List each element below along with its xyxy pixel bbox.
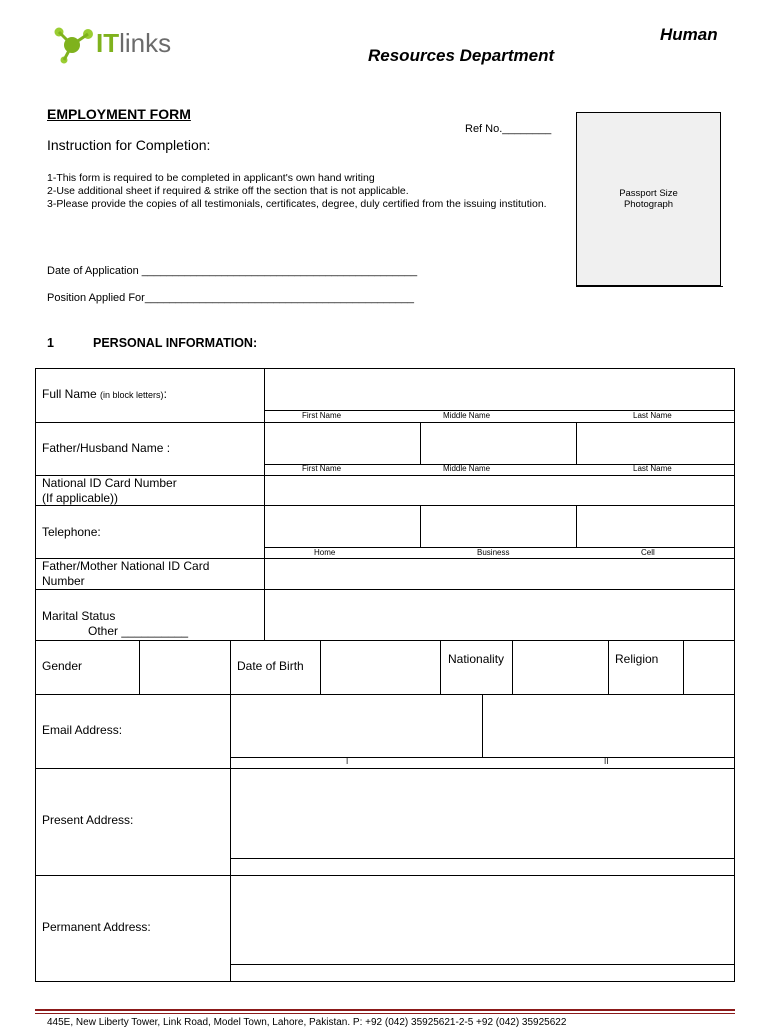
middle-name-caption: Middle Name — [443, 464, 491, 473]
section-title: PERSONAL INFORMATION: — [93, 336, 258, 350]
photo-label: Photograph — [623, 199, 674, 210]
permanent-address-label: Permanent Address: — [42, 920, 151, 934]
email-input-1[interactable] — [231, 695, 482, 757]
row-line — [231, 858, 735, 859]
passport-photo-box[interactable] — [576, 112, 721, 286]
business-caption: Business — [477, 548, 510, 557]
department-line-1: Human — [660, 25, 718, 44]
father-last-name-input[interactable] — [577, 422, 735, 464]
email-caption-i: I — [346, 757, 349, 766]
logo-wordmark: ITlinks — [96, 28, 172, 58]
first-name-caption: First Name — [302, 464, 342, 473]
position-applied-field[interactable]: Position Applied For____________________________________________ — [47, 292, 415, 304]
photo-label: Passport Size — [619, 188, 678, 199]
cell-divider — [608, 640, 609, 694]
home-phone-input[interactable] — [264, 505, 421, 547]
full-name-input[interactable] — [264, 368, 735, 411]
row-line — [231, 757, 735, 758]
gender-input[interactable] — [140, 641, 230, 694]
form-title: EMPLOYMENT FORM — [47, 106, 191, 122]
marital-status-label: Marital Status — [42, 609, 116, 623]
gender-label: Gender — [42, 659, 83, 673]
religion-label: Religion — [615, 652, 659, 666]
instruction-title: Instruction for Completion: — [47, 137, 211, 153]
present-address-input[interactable] — [231, 769, 735, 858]
email-caption-ii: II — [604, 757, 609, 766]
instruction-item: 1-This form is required to be completed in applicant's own hand writing — [47, 172, 375, 184]
ref-no-field[interactable]: Ref No.________ — [465, 123, 552, 135]
cell-divider — [420, 422, 421, 464]
nic-label: National ID Card Number (If applicable)) — [42, 476, 177, 505]
present-address-label: Present Address: — [42, 813, 134, 827]
footer-address: 445E, New Liberty Tower, Link Road, Model Town, Lahore, Pakistan. P: +92 (042) 35925621-2-5 +92 (042) 35925622 — [47, 1017, 567, 1028]
parent-nic-input[interactable] — [264, 558, 735, 589]
telephone-label: Telephone: — [42, 525, 101, 539]
instruction-item: 2-Use additional sheet if required & strike off the section that is not applicable. — [47, 185, 409, 197]
email-input-2[interactable] — [483, 695, 735, 757]
last-name-caption: Last Name — [633, 411, 672, 420]
dob-input[interactable] — [321, 641, 440, 694]
date-of-application-field[interactable]: Date of Application _____________________________________________ — [47, 265, 418, 277]
cell-phone-input[interactable] — [577, 505, 735, 547]
marital-other-field[interactable]: Other __________ — [88, 624, 189, 638]
photo-bottom-line — [576, 286, 723, 287]
father-first-name-input[interactable] — [264, 422, 421, 464]
footer-divider — [35, 1013, 735, 1014]
department-line-2: Resources Department — [368, 46, 555, 65]
middle-name-caption: Middle Name — [443, 411, 491, 420]
religion-input[interactable] — [684, 641, 735, 694]
father-name-label: Father/Husband Name : — [42, 441, 171, 455]
full-name-label: Full Name (in block letters): — [42, 387, 167, 401]
cell-divider — [440, 640, 441, 694]
instructions-list — [47, 172, 567, 211]
footer-divider — [35, 1009, 735, 1011]
nationality-input[interactable] — [513, 641, 608, 694]
dob-label: Date of Birth — [237, 659, 304, 673]
cell-divider — [576, 422, 577, 464]
last-name-caption: Last Name — [633, 464, 672, 473]
business-phone-input[interactable] — [421, 505, 577, 547]
parent-nic-label: Father/Mother National ID Card Number — [42, 559, 210, 588]
cell-caption: Cell — [641, 548, 655, 557]
section-number: 1 — [47, 336, 54, 350]
cell-divider — [420, 505, 421, 547]
nic-input[interactable] — [264, 475, 735, 505]
permanent-address-input[interactable] — [231, 876, 735, 964]
nationality-label: Nationality — [448, 652, 505, 666]
home-caption: Home — [314, 548, 336, 557]
first-name-caption: First Name — [302, 411, 342, 420]
cell-divider — [576, 505, 577, 547]
row-line — [231, 964, 735, 965]
marital-status-input[interactable] — [264, 589, 735, 640]
father-middle-name-input[interactable] — [421, 422, 577, 464]
email-label: Email Address: — [42, 723, 123, 737]
instruction-item: 3-Please provide the copies of all testimonials, certificates, degree, duly certified from the issuing institution. — [47, 198, 547, 210]
